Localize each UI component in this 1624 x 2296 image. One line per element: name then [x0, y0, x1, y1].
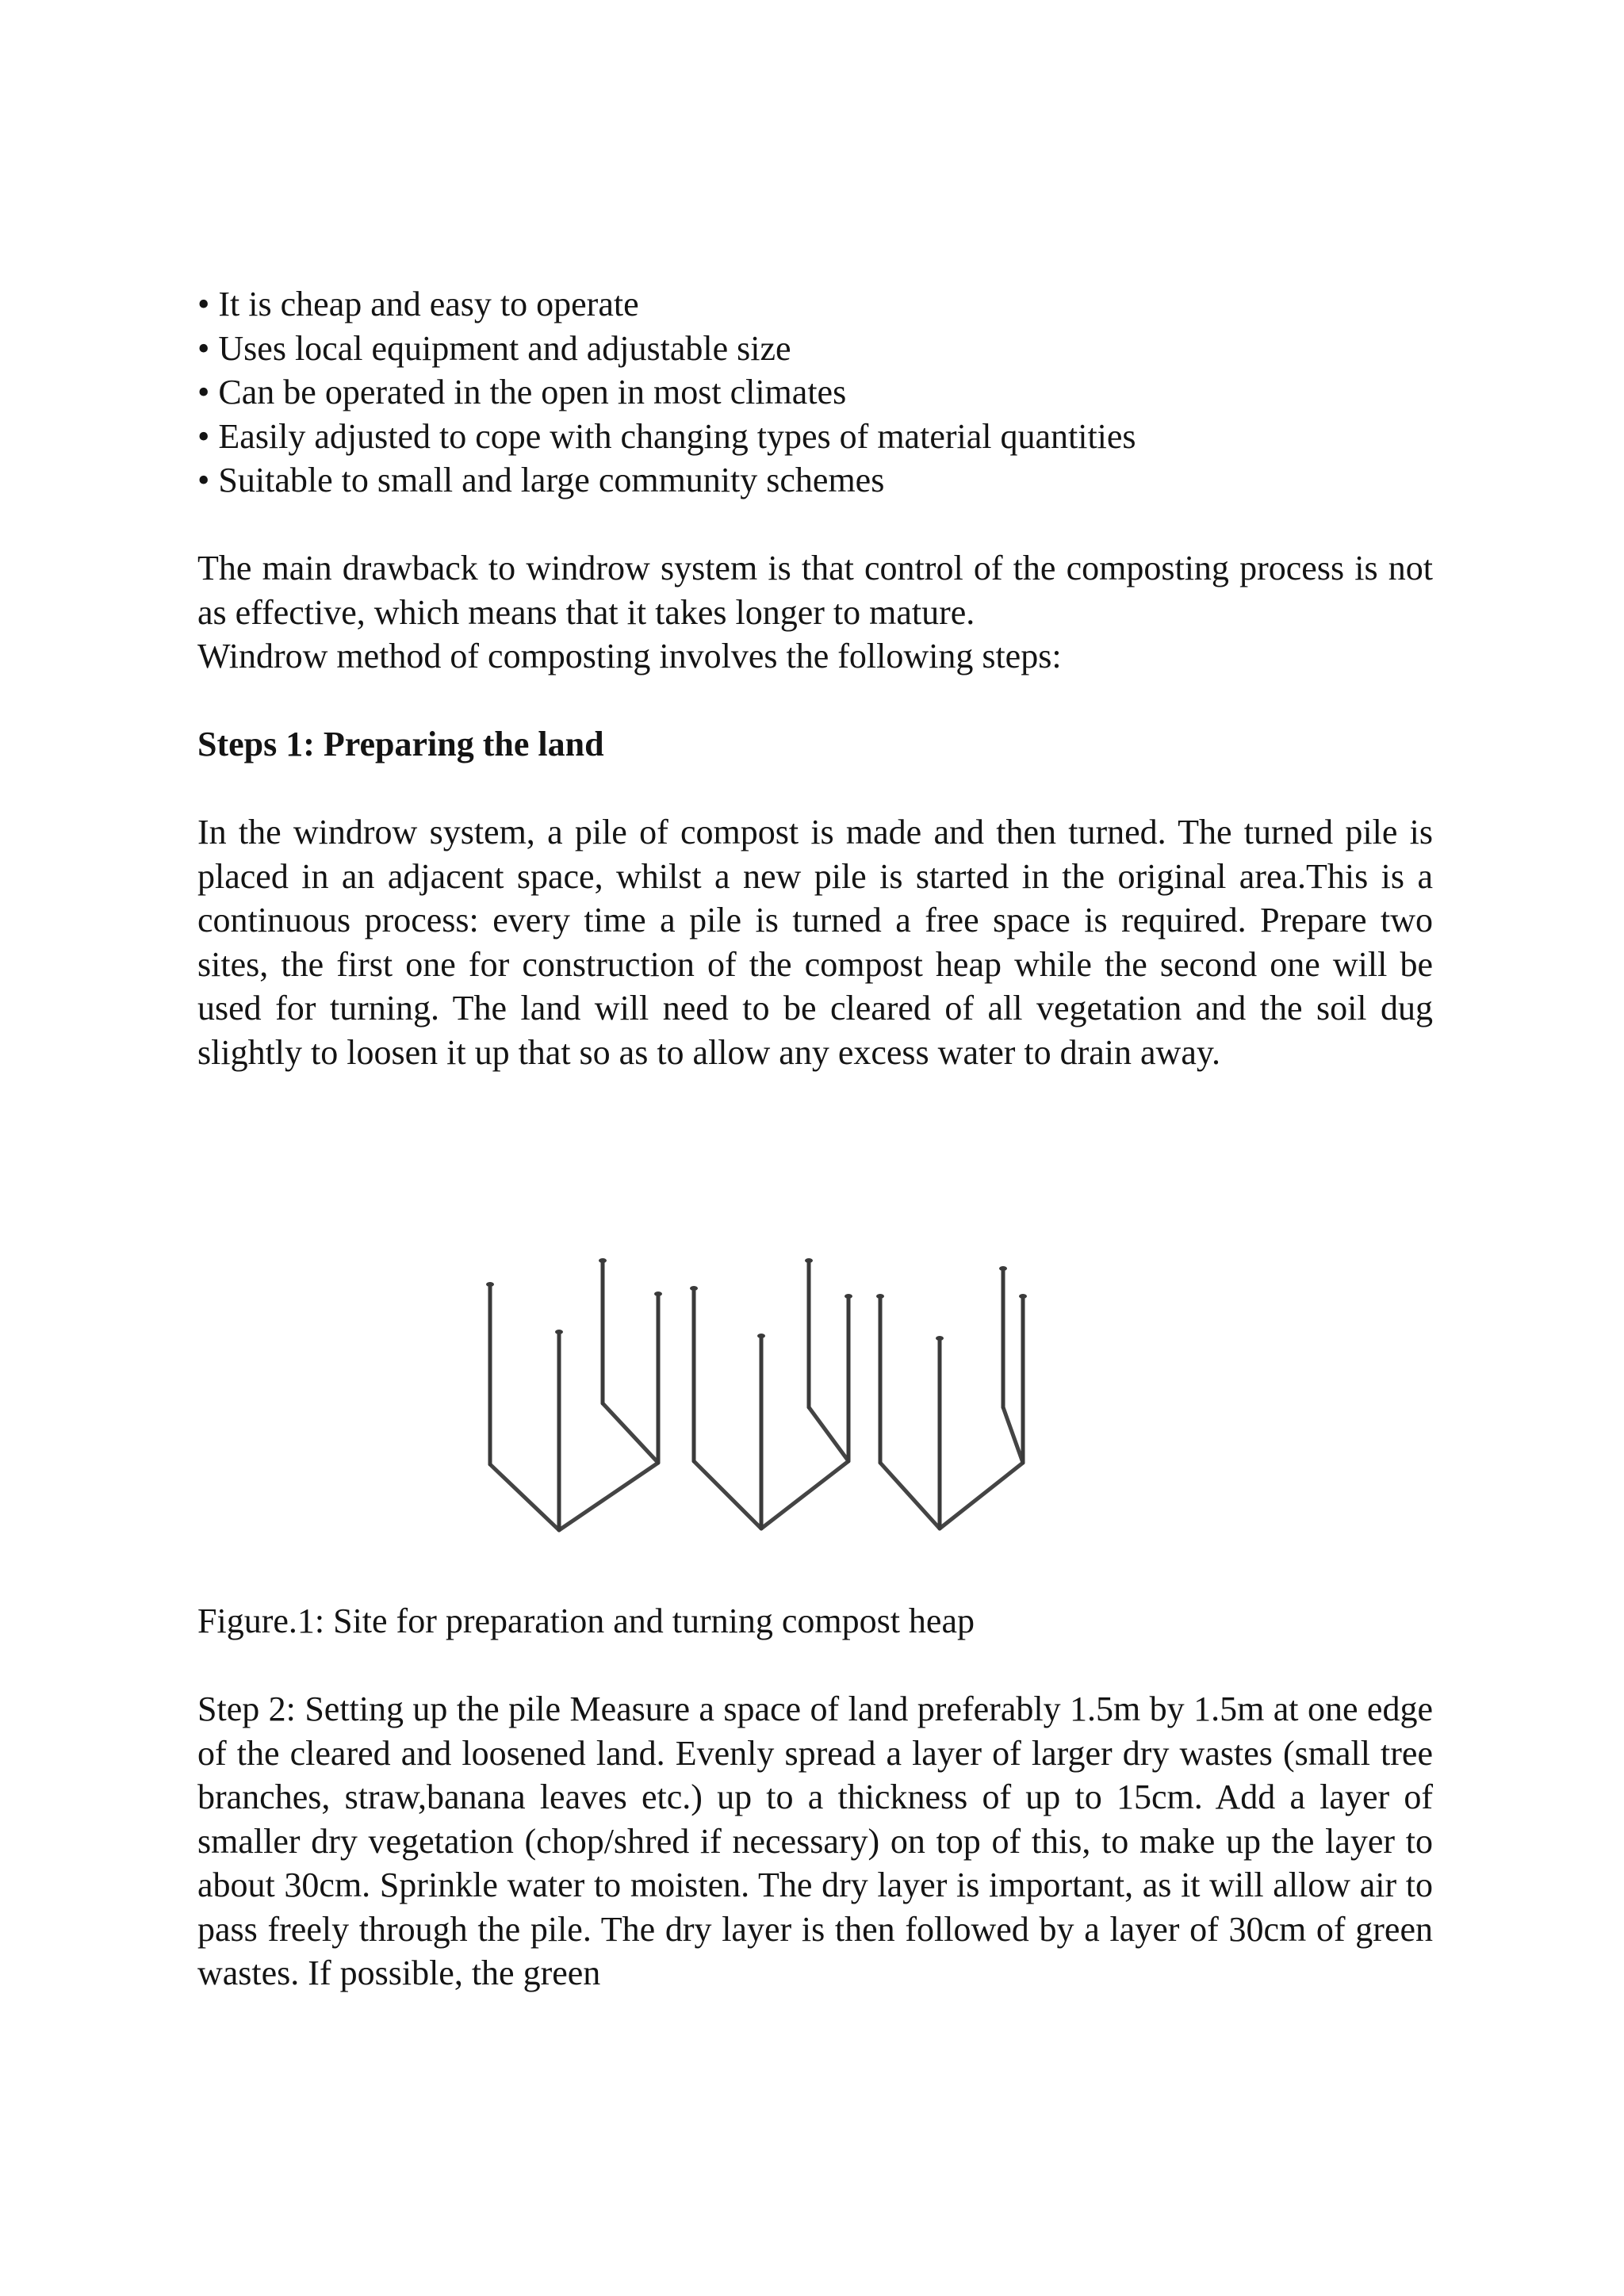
list-item: • Suitable to small and large community schemes: [197, 458, 1433, 503]
list-item: • Easily adjusted to cope with changing types of material quantities: [197, 415, 1433, 459]
steps-intro-line: Windrow method of composting involves the following steps:: [197, 637, 1062, 675]
drawback-paragraph: The main drawback to windrow system is that control of the composting process is not as effective, which means that it takes longer to mature.: [197, 549, 1433, 632]
step2-paragraph: Step 2: Setting up the pile Measure a space of land preferably 1.5m by 1.5m at one edge of the cleared and loosened land. Evenly spread a layer of larger dry wastes (small tree branches, straw,banana leaves etc.) up to a thickness of up to 15cm. Add a layer of smaller dry vegetation (chop/shred if necessary) on top of this, to make up the layer to about 30cm. Sprinkle water to moisten. The dry layer is important, as it will allow air to pass freely through the pile. The dry layer is then followed by a layer of 30cm of green wastes. If possible, the green: [197, 1689, 1433, 1992]
list-item: • Can be operated in the open in most climates: [197, 370, 1433, 415]
frame-2: [694, 1261, 848, 1529]
step1-heading: Steps 1: Preparing the land: [197, 725, 604, 763]
frame-1: [490, 1261, 658, 1530]
figure-caption: Figure.1: Site for preparation and turning compost heap: [197, 1601, 975, 1640]
compost-site-figure: [420, 1237, 1134, 1570]
list-item: • Uses local equipment and adjustable size: [197, 327, 1433, 371]
drawback-section: [197, 546, 1433, 679]
frame-3: [880, 1269, 1023, 1529]
list-item: • It is cheap and easy to operate: [197, 282, 1433, 327]
step1-paragraph: In the windrow system, a pile of compost is made and then turned. The turned pile is placed in an adjacent space, whilst a new pile is started in the original area.This is a continuous process: every time a pile is turned a free space is required. Prepare two sites, the first one for construction of the compost heap while the second one will be used for turning. The land will need to be cleared of all vegetation and the soil dug slightly to loosen it up that so as to allow any excess water to drain away.: [197, 813, 1433, 1072]
advantages-list: [197, 282, 1433, 503]
